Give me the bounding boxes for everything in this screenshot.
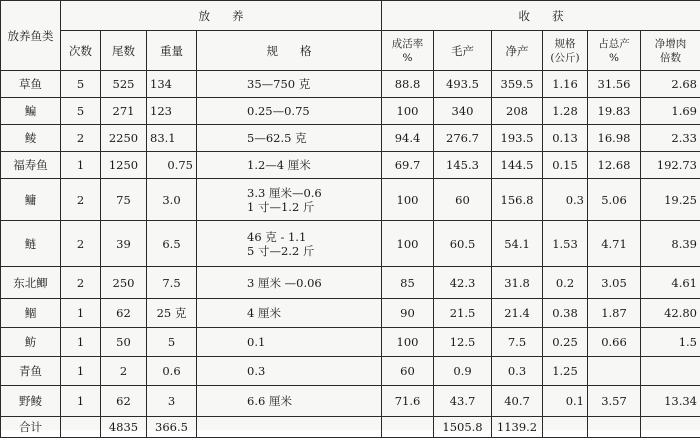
table-row: [1, 98, 700, 125]
stocking-header: 放 养: [61, 1, 382, 31]
gross-cell: 145.3: [434, 152, 492, 179]
total-multiple-cell: [641, 417, 700, 438]
species-cell: 东北鲫: [1, 267, 61, 299]
weight-cell: 3.0: [147, 179, 197, 221]
multiple-cell: [641, 357, 700, 386]
survival-header: 成活率 %: [382, 31, 434, 71]
gross-cell: 60.5: [434, 221, 492, 267]
times-cell: 5: [61, 98, 101, 125]
spec-cell: 5—62.5 克: [197, 125, 382, 152]
survival-cell: 85: [382, 267, 434, 299]
survival-cell: 100: [382, 221, 434, 267]
count-cell: 1250: [101, 152, 147, 179]
spec-kg-cell: 0.3: [543, 179, 588, 221]
net-cell: 144.5: [492, 152, 543, 179]
times-cell: 1: [61, 328, 101, 357]
net-cell: 0.3: [492, 357, 543, 386]
multiple-cell: 192.73: [641, 152, 700, 179]
count-cell: 525: [101, 71, 147, 98]
times-cell: 2: [61, 179, 101, 221]
species-cell: 福寿鱼: [1, 152, 61, 179]
spec-cell: 6.6 厘米: [197, 386, 382, 417]
species-cell: 青鱼: [1, 357, 61, 386]
total-times-cell: [61, 417, 101, 438]
species-cell: 鲮: [1, 125, 61, 152]
gross-cell: 493.5: [434, 71, 492, 98]
gross-cell: 21.5: [434, 299, 492, 328]
survival-cell: 60: [382, 357, 434, 386]
share-cell: 12.68: [588, 152, 641, 179]
gross-cell: 0.9: [434, 357, 492, 386]
spec-cell: 0.1: [197, 328, 382, 357]
survival-cell: 71.6: [382, 386, 434, 417]
net-cell: 7.5: [492, 328, 543, 357]
multiple-cell: 19.25: [641, 179, 700, 221]
survival-cell: 88.8: [382, 71, 434, 98]
net-cell: 156.8: [492, 179, 543, 221]
gross-cell: 12.5: [434, 328, 492, 357]
weight-cell: 6.5: [147, 221, 197, 267]
net-cell: 359.5: [492, 71, 543, 98]
weight-cell: 83.1: [147, 125, 197, 152]
share-cell: 5.06: [588, 179, 641, 221]
table-row: [1, 221, 700, 267]
share-header: 占总产 %: [588, 31, 641, 71]
spec-kg-cell: 0.2: [543, 267, 588, 299]
survival-cell: 90: [382, 299, 434, 328]
table-row: [1, 71, 700, 98]
gross-cell: 43.7: [434, 386, 492, 417]
gross-cell: 42.3: [434, 267, 492, 299]
gross-cell: 60: [434, 179, 492, 221]
total-gross-cell: 1505.8: [434, 417, 492, 438]
share-cell: 16.98: [588, 125, 641, 152]
survival-cell: 94.4: [382, 125, 434, 152]
multiple-cell: 1.5: [641, 328, 700, 357]
times-cell: 2: [61, 267, 101, 299]
total-weight-cell: 366.5: [147, 417, 197, 438]
share-cell: [588, 357, 641, 386]
spec-cell: 3.3 厘米—0.6 1 寸—1.2 斤: [197, 179, 382, 221]
count-cell: 250: [101, 267, 147, 299]
net-cell: 208: [492, 98, 543, 125]
multiple-cell: 2.68: [641, 71, 700, 98]
table-row: [1, 357, 700, 386]
harvest-header: 收 获: [382, 1, 700, 31]
species-cell: 草鱼: [1, 71, 61, 98]
times-cell: 1: [61, 299, 101, 328]
species-cell: 鲴: [1, 299, 61, 328]
header-row-2: [1, 31, 700, 71]
species-cell: 鳙: [1, 179, 61, 221]
species-cell: 鲂: [1, 328, 61, 357]
species-cell: 鳊: [1, 98, 61, 125]
weight-cell: 5: [147, 328, 197, 357]
survival-cell: 100: [382, 328, 434, 357]
share-cell: 3.57: [588, 386, 641, 417]
times-cell: 1: [61, 386, 101, 417]
header-row-1: [1, 1, 700, 31]
spec-kg-cell: 1.16: [543, 71, 588, 98]
spec-kg-cell: 0.13: [543, 125, 588, 152]
total-count-cell: 4835: [101, 417, 147, 438]
gross-cell: 276.7: [434, 125, 492, 152]
total-row: [1, 417, 700, 438]
spec-cell: 3 厘米 —0.06: [197, 267, 382, 299]
gross-header: 毛产: [434, 31, 492, 71]
spec-kg-cell: 0.25: [543, 328, 588, 357]
total-label: 合计: [1, 417, 61, 438]
table-row: [1, 299, 700, 328]
count-cell: 271: [101, 98, 147, 125]
weight-cell: 123: [147, 98, 197, 125]
multiple-header: 净增肉 倍数: [641, 31, 700, 71]
table-row: [1, 267, 700, 299]
spec-cell: 0.3: [197, 357, 382, 386]
times-cell: 1: [61, 152, 101, 179]
spec-kg-cell: 1.28: [543, 98, 588, 125]
net-header: 净产: [492, 31, 543, 71]
weight-header: 重量: [147, 31, 197, 71]
spec-cell: 4 厘米: [197, 299, 382, 328]
count-header: 尾数: [101, 31, 147, 71]
spec-kg-cell: 0.15: [543, 152, 588, 179]
spec-kg-cell: 1.53: [543, 221, 588, 267]
survival-cell: 100: [382, 179, 434, 221]
weight-cell: 3: [147, 386, 197, 417]
species-cell: 鲢: [1, 221, 61, 267]
table-row: [1, 152, 700, 179]
survival-cell: 69.7: [382, 152, 434, 179]
times-header: 次数: [61, 31, 101, 71]
spec-kg-cell: 0.1: [543, 386, 588, 417]
multiple-cell: 42.80: [641, 299, 700, 328]
weight-cell: 7.5: [147, 267, 197, 299]
table-row: [1, 125, 700, 152]
net-cell: 31.8: [492, 267, 543, 299]
count-cell: 2250: [101, 125, 147, 152]
total-spec-cell: [197, 417, 382, 438]
spec-cell: 0.25—0.75: [197, 98, 382, 125]
species-header: 放养鱼类: [1, 1, 61, 71]
share-cell: 19.83: [588, 98, 641, 125]
weight-cell: 0.6: [147, 357, 197, 386]
multiple-cell: 8.39: [641, 221, 700, 267]
times-cell: 1: [61, 357, 101, 386]
spec-kg-cell: 0.38: [543, 299, 588, 328]
table-row: [1, 179, 700, 221]
times-cell: 2: [61, 125, 101, 152]
share-cell: 3.05: [588, 267, 641, 299]
count-cell: 62: [101, 386, 147, 417]
count-cell: 75: [101, 179, 147, 221]
spec-cell: 46 克 - 1.1 5 寸—2.2 斤: [197, 221, 382, 267]
spec-cell: 35—750 克: [197, 71, 382, 98]
total-net-cell: 1139.2: [492, 417, 543, 438]
count-cell: 2: [101, 357, 147, 386]
weight-cell: 25 克: [147, 299, 197, 328]
count-cell: 39: [101, 221, 147, 267]
share-cell: 1.87: [588, 299, 641, 328]
species-cell: 野鲮: [1, 386, 61, 417]
total-survival-cell: [382, 417, 434, 438]
spec-kg-header: 规格 (公斤): [543, 31, 588, 71]
table-row: [1, 386, 700, 417]
count-cell: 62: [101, 299, 147, 328]
spec-kg-cell: 1.25: [543, 357, 588, 386]
share-cell: 4.71: [588, 221, 641, 267]
total-spec-kg-cell: [543, 417, 588, 438]
net-cell: 40.7: [492, 386, 543, 417]
share-cell: 31.56: [588, 71, 641, 98]
net-cell: 21.4: [492, 299, 543, 328]
weight-cell: 134: [147, 71, 197, 98]
weight-cell: 0.75: [147, 152, 197, 179]
multiple-cell: 4.61: [641, 267, 700, 299]
gross-cell: 340: [434, 98, 492, 125]
table-row: [1, 328, 700, 357]
share-cell: 0.66: [588, 328, 641, 357]
times-cell: 2: [61, 221, 101, 267]
multiple-cell: 2.33: [641, 125, 700, 152]
times-cell: 5: [61, 71, 101, 98]
count-cell: 50: [101, 328, 147, 357]
multiple-cell: 13.34: [641, 386, 700, 417]
total-share-cell: [588, 417, 641, 438]
multiple-cell: 1.69: [641, 98, 700, 125]
spec-cell: 1.2—4 厘米: [197, 152, 382, 179]
spec-header: 规 格: [197, 31, 382, 71]
net-cell: 193.5: [492, 125, 543, 152]
survival-cell: 100: [382, 98, 434, 125]
net-cell: 54.1: [492, 221, 543, 267]
